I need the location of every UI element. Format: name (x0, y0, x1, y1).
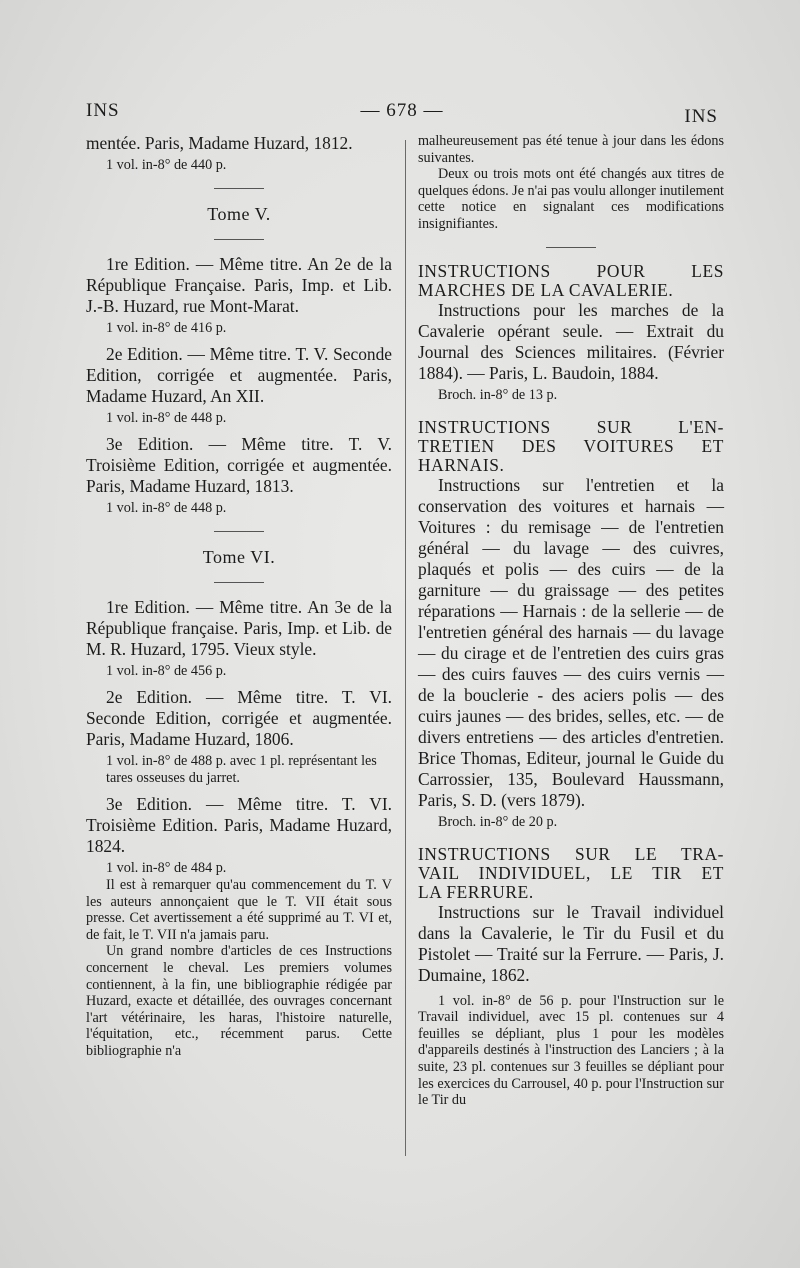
entry-paragraph: 2e Edition. — Même titre. T. V. Seconde Edition, corrigée et augmentée. Paris, Madame Huzard, An XII. (86, 344, 392, 406)
header-right: INS (684, 106, 718, 127)
format-note: 1 vol. in-8° de 448 p. (106, 410, 227, 426)
note-paragraph: Deux ou trois mots ont été changés aux titres de quelques édons. Je n'ai pas voulu allonger inutilement cette notice en signalant ces modifications insignifiantes. (418, 166, 724, 232)
format-note: 1 vol. in-8° de 456 p. (106, 663, 227, 679)
entry-heading-line: INSTRUCTIONS SUR LE TRA- (418, 843, 724, 864)
entry-heading (418, 418, 724, 475)
entry-paragraph: 1re Edition. — Même titre. An 2e de la République Française. Paris, Imp. et Lib. J.-B. Huzard, rue Mont-Marat. (86, 254, 392, 316)
running-header (86, 100, 718, 130)
entry-heading-line: HARNAIS. (418, 454, 505, 475)
entry-heading-line: TRETIEN DES VOITURES ET (418, 435, 724, 456)
entry-heading (418, 262, 724, 300)
spacer (418, 831, 724, 838)
entry-paragraph: 2e Edition. — Même titre. T. VI. Seconde Edition, corrigée et augmentée. Paris, Madame Huzard, 1806. (86, 687, 392, 749)
tome-heading: Tome VI. (202, 547, 276, 567)
entry-heading-line: LA FERRURE. (418, 881, 534, 902)
section-separator (214, 188, 264, 189)
spacer (418, 986, 724, 993)
section-separator (214, 582, 264, 583)
note-paragraph: Un grand nombre d'articles de ces Instructions concernent le cheval. Les premiers volumes contiennent, à la fin, une bibliographie rédigée par Huzard, exacte et détaillée, des ouvrages concernant l'art vétérinaire, les haras, l'histoire naturelle, l'équitation, etc., récemment parus. Cette bibliographie n'a (86, 943, 392, 1059)
entry-paragraph: mentée. Paris, Madame Huzard, 1812. (86, 133, 353, 153)
format-note: Broch. in-8° de 20 p. (438, 813, 558, 830)
format-note: 1 vol. in-8° de 416 p. (106, 320, 227, 336)
column-divider (405, 140, 406, 1156)
header-left: INS (86, 100, 120, 121)
entry-paragraph: 1re Edition. — Même titre. An 3e de la République française. Paris, Imp. et Lib. de M. R. Huzard, 1795. Vieux style. (86, 597, 392, 659)
spacer (86, 680, 392, 687)
section-separator (214, 239, 264, 240)
entry-heading-line: INSTRUCTIONS POUR LES (418, 260, 724, 281)
left-column (86, 133, 392, 1060)
entry-heading-line: INSTRUCTIONS SUR L'EN- (418, 416, 724, 437)
entry-paragraph: 3e Edition. — Même titre. T. V. Troisième Edition, corrigée et augmentée. Paris, Madame Huzard, 1813. (86, 434, 392, 496)
note-paragraph: Il est à remarquer qu'au commencement du T. V les auteurs annonçaient que le T. VII était sous presse. Cet avertissement a été supprimé au T. VI et, de fait, le T. VII n'a jamais paru. (86, 877, 392, 943)
note-paragraph: 1 vol. in-8° de 56 p. pour l'Instruction sur le Travail individuel, avec 15 pl. contenues sur 4 feuilles se dépliant, plus 1 pour les modèles d'appareils destinés à l'instruction des Lanciers ; à la suite, 23 pl. contenues sur 3 feuilles se dépliant pour les exercices du Carrousel, 40 p. pour l'Instruction sur le Tir du (418, 992, 724, 1109)
spacer (418, 404, 724, 411)
format-note: 1 vol. in-8° de 488 p. avec 1 pl. représentant les tares osseuses du jarret. (106, 753, 377, 786)
section-separator (546, 247, 596, 248)
format-note: 1 vol. in-8° de 448 p. (106, 500, 227, 516)
page-number: — 678 — (360, 100, 444, 121)
entry-paragraph: 3e Edition. — Même titre. T. VI. Troisième Edition. Paris, Madame Huzard, 1824. (86, 794, 392, 856)
spacer (86, 427, 392, 434)
entry-heading-line: MARCHES DE LA CAVALERIE. (418, 279, 674, 300)
spacer (86, 337, 392, 344)
format-note: 1 vol. in-8° de 440 p. (106, 157, 227, 173)
format-note: 1 vol. in-8° de 484 p. (106, 860, 227, 876)
note-paragraph: malheureusement pas été tenue à jour dans les édons suivantes. (418, 133, 724, 166)
format-note: Broch. in-8° de 13 p. (438, 386, 558, 403)
entry-paragraph: Instructions sur l'entretien et la conservation des voitures et harnais — Voitures : du remisage — de l'entretien général — du lavage — des cuivres, plaqués et polis — des cuirs — de la garniture — du graissage — des petites réparations — Harnais : de la sellerie — de l'entretien général des harnais — du lavage — du cirage et de l'entretien des cuirs gras — des cuirs fauves — des cuirs vernis — de la bouclerie - des aciers polis — des cuirs jaunes — des brides, selles, etc. — de divers entretiens — des articles d'entretien. Brice Thomas, Editeur, journal le Guide du Carrossier, 135, Boulevard Haussmann, Paris, S. D. (vers 1879). (418, 474, 724, 810)
tome-heading: Tome V. (207, 204, 271, 224)
entry-paragraph: Instructions pour les marches de la Cavalerie opérant seule. — Extrait du Journal des Sciences militaires. (Février 1884). — Paris, L. Baudoin, 1884. (418, 299, 724, 383)
section-separator (214, 531, 264, 532)
spacer (86, 787, 392, 794)
entry-paragraph: Instructions sur le Travail individuel dans la Cavalerie, le Tir du Fusil et du Pistolet — Traité sur la Ferrure. — Paris, J. Dumaine, 1862. (418, 901, 724, 985)
entry-heading-line: VAIL INDIVIDUEL, LE TIR ET (418, 862, 724, 883)
entry-heading (418, 845, 724, 902)
right-column (418, 133, 724, 1109)
